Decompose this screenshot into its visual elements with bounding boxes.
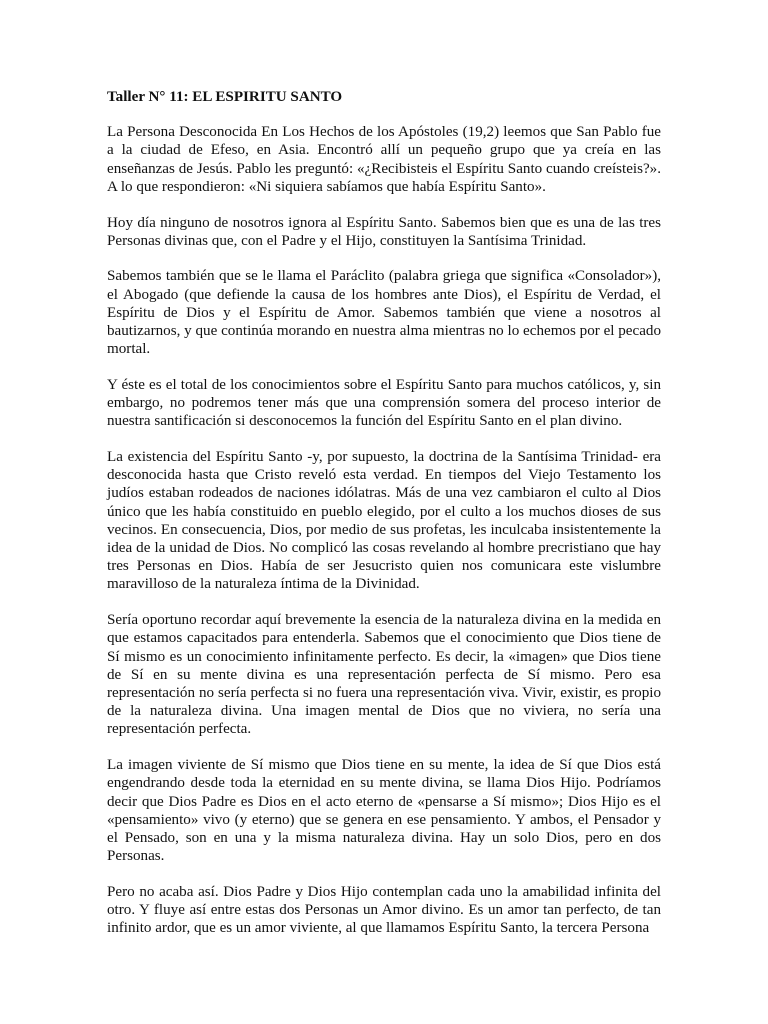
document-page (107, 88, 661, 937)
paragraph-7: La imagen viviente de Sí mismo que Dios tiene en su mente, la idea de Sí que Dios está engendrando desde toda la eternidad en su mente divina, se llama Dios Hijo. Podríamos decir que Dios Padre es Dios en el acto eterno de «pensarse a Sí mismo»; Dios Hijo es el «pensamiento» vivo (y eterno) que se genera en ese pensamiento. Y ambos, el Pensador y el Pensado, son en una y la misma naturaleza divina. Hay un solo Dios, pero en dos Personas. (107, 757, 661, 865)
paragraph-5: La existencia del Espíritu Santo -y, por supuesto, la doctrina de la Santísima Trinidad- era desconocida hasta que Cristo reveló esta verdad. En tiempos del Viejo Testamento los judíos estaban rodeados de naciones idólatras. Más de una vez cambiaron el culto al Dios único que les había constituido en pueblo elegido, por el culto a los muchos dioses de sus vecinos. En consecuencia, Dios, por medio de sus profetas, les inculcaba insistentemente la idea de la unidad de Dios. No complicó las cosas revelando al hombre precristiano que hay tres Personas en Dios. Había de ser Jesucristo quien nos comunicara este vislumbre maravilloso de la naturaleza íntima de la Divinidad. (107, 449, 661, 593)
paragraph-1: La Persona Desconocida En Los Hechos de los Apóstoles (19,2) leemos que San Pablo fue a la ciudad de Efeso, en Asia. Encontró allí un pequeño grupo que ya creía en las enseñanzas de Jesús. Pablo les preguntó: «¿Recibisteis el Espíritu Santo cuando creísteis?». A lo que respondieron: «Ni siquiera sabíamos que había Espíritu Santo». (107, 124, 661, 195)
paragraph-4: Y éste es el total de los conocimientos sobre el Espíritu Santo para muchos católicos, y, sin embargo, no podremos tener más que una comprensión somera del proceso interior de nuestra santificación si desconocemos la función del Espíritu Santo en el plan divino. (107, 376, 661, 430)
paragraph-8: Pero no acaba así. Dios Padre y Dios Hijo contemplan cada uno la amabilidad infinita del otro. Y fluye así entre estas dos Personas un Amor divino. Es un amor tan perfecto, de tan infinito ardor, que es un amor viviente, al que llamamos Espíritu Santo, la tercera Persona (107, 883, 661, 937)
paragraph-6: Sería oportuno recordar aquí brevemente la esencia de la naturaleza divina en la medida en que estamos capacitados para entenderla. Sabemos que el conocimiento que Dios tiene de Sí mismo es un conocimiento infinitamente perfecto. Es decir, la «imagen» que Dios tiene de Sí en su mente divina es una representación perfecta de Sí mismo. Pero esa representación no sería perfecta si no fuera una representación viva. Vivir, existir, es propio de la naturaleza divina. Una imagen mental de Dios que no viviera, no sería una representación perfecta. (107, 612, 661, 738)
document-title: Taller N° 11: EL ESPIRITU SANTO (107, 89, 343, 105)
paragraph-3: Sabemos también que se le llama el Paráclito (palabra griega que significa «Consolador»), el Abogado (que defiende la causa de los hombres ante Dios), el Espíritu de Verdad, el Espíritu de Dios y el Espíritu de Amor. Sabemos también que viene a nosotros al bautizarnos, y que continúa morando en nuestra alma mientras no lo echemos por el pecado mortal. (107, 268, 661, 358)
paragraph-2: Hoy día ninguno de nosotros ignora al Espíritu Santo. Sabemos bien que es una de las tres Personas divinas que, con el Padre y el Hijo, constituyen la Santísima Trinidad. (107, 214, 661, 249)
